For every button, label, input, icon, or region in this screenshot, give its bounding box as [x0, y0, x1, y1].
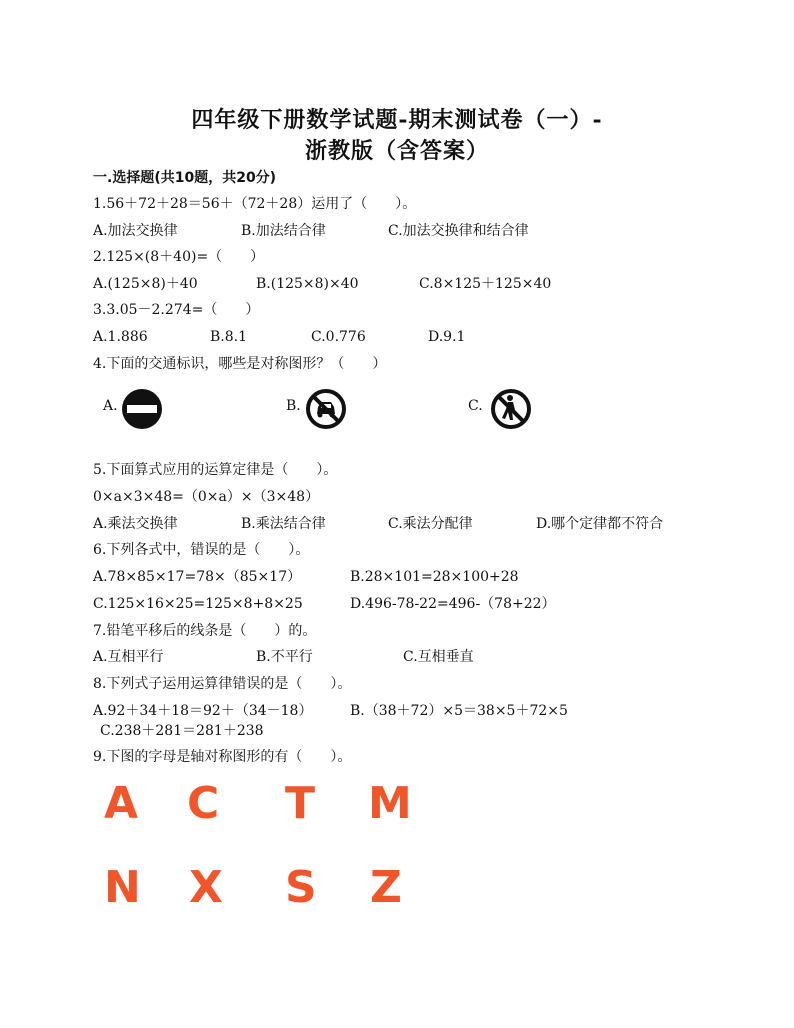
- question-6-option-d: D.496-78-22=496-（78+22）: [350, 596, 556, 612]
- question-1-stem: 1.56＋72＋28＝56＋（72＋28）运用了（ ）。: [93, 196, 417, 212]
- question-3-option-c: C.0.776: [311, 329, 366, 345]
- section-heading: 一.选择题(共10题，共20分): [93, 170, 277, 186]
- question-5-option-c: C.乘法分配律: [388, 516, 473, 532]
- question-5-stem: 5.下面算式应用的运算定律是（ ）。: [93, 462, 338, 478]
- question-8-stem: 8.下列式子运用运算律错误的是（ ）。: [93, 676, 352, 692]
- question-3-option-d: D.9.1: [428, 329, 466, 345]
- question-8-option-b: B.（38＋72）×5＝38×5＋72×5: [350, 703, 568, 719]
- question-6-option-a: A.78×85×17=78×（85×17）: [93, 569, 302, 585]
- question-3-option-b: B.8.1: [210, 329, 248, 345]
- question-7-option-b: B.不平行: [256, 649, 313, 665]
- question-4-option-a: A.: [103, 398, 118, 414]
- question-5-expression: 0×a×3×48=（0×a）×（3×48）: [93, 489, 320, 505]
- question-2-option-b: B.(125×8)×40: [256, 276, 359, 292]
- question-4-option-b: B.: [286, 398, 301, 414]
- question-9-stem: 9.下图的字母是轴对称图形的有（ ）。: [93, 749, 352, 765]
- exam-title-line2: 浙教版（含答案）: [304, 138, 489, 164]
- question-6-option-b: B.28×101=28×100+28: [350, 569, 519, 585]
- question-5-option-a: A.乘法交换律: [93, 516, 178, 532]
- letter-x: X: [189, 862, 223, 913]
- question-3-option-a: A.1.886: [93, 329, 148, 345]
- question-2-stem: 2.125×(8＋40)=（ ）: [93, 249, 265, 265]
- question-8-option-a: A.92＋34＋18＝92＋（34－18）: [93, 703, 313, 719]
- question-1-option-c: C.加法交换律和结合律: [388, 223, 529, 239]
- letter-t: T: [285, 778, 316, 829]
- question-6-stem: 6.下列各式中，错误的是（ ）。: [93, 542, 310, 558]
- letter-a: A: [104, 778, 139, 829]
- question-5-option-d: D.哪个定律都不符合: [536, 516, 664, 532]
- question-5-option-b: B.乘法结合律: [241, 516, 326, 532]
- letter-z: Z: [370, 862, 402, 913]
- question-4-stem: 4.下面的交通标识，哪些是对称图形？（ ）: [93, 356, 387, 372]
- no-entry-sign-icon: [121, 388, 163, 430]
- question-4-option-c: C.: [468, 398, 483, 414]
- question-7-stem: 7.铅笔平移后的线条是（ ）的。: [93, 623, 317, 639]
- question-1-option-b: B.加法结合律: [241, 223, 326, 239]
- question-1-option-a: A.加法交换律: [93, 223, 178, 239]
- letter-m: M: [368, 778, 412, 829]
- no-pedestrian-sign-icon: [490, 388, 532, 430]
- letter-n: N: [104, 862, 141, 913]
- question-6-option-c: C.125×16×25=125×8+8×25: [93, 596, 303, 612]
- question-7-option-c: C.互相垂直: [403, 649, 474, 665]
- question-2-option-c: C.8×125＋125×40: [419, 276, 552, 292]
- letter-s: S: [285, 862, 317, 913]
- no-car-sign-icon: [305, 388, 347, 430]
- exam-title-line1: 四年级下册数学试题-期末测试卷（一）-: [191, 107, 603, 133]
- question-7-option-a: A.互相平行: [93, 649, 164, 665]
- question-2-option-a: A.(125×8)＋40: [93, 276, 198, 292]
- letter-c: C: [187, 778, 220, 829]
- question-8-option-c: C.238＋281＝281＋238: [100, 723, 264, 739]
- question-3-stem: 3.3.05－2.274=（ ）: [93, 302, 260, 318]
